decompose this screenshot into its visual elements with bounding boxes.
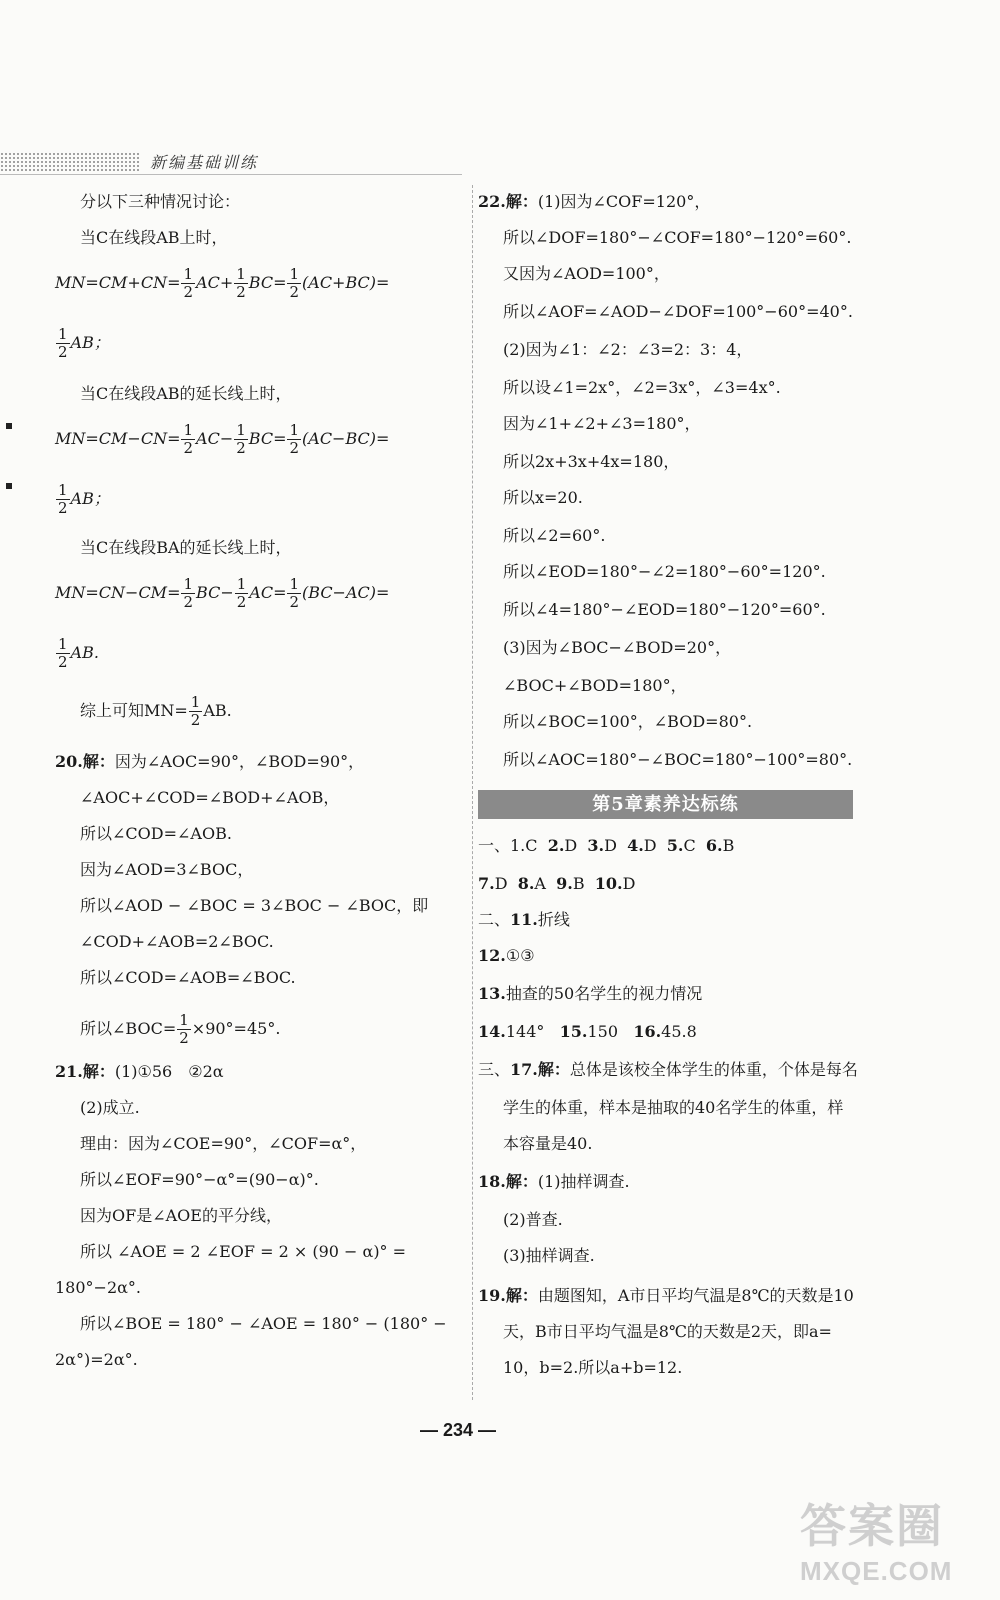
answer-line: 14.144° 15.150 16.45.8: [478, 1022, 697, 1041]
fraction: $\frac{1}{2}$: [58, 635, 68, 671]
fraction: $\frac{1}{2}$: [183, 575, 194, 611]
equation-line: 综上可知MN= $\frac{1}{2}$ AB.: [80, 693, 232, 729]
text-line: ∠AOC+∠COD=∠BOD+∠AOB，: [80, 788, 340, 807]
header-decoration: [0, 152, 140, 172]
text-line: 10，b=2.所以a+b=12.: [503, 1358, 683, 1377]
header-rule: [0, 174, 462, 175]
text-line: (3)抽样调查.: [503, 1246, 595, 1265]
equation-line: MN=CN−CM= $\frac{1}{2}$ BC− $\frac{1}{2}$ AC= $\frac{1}{2}$ (BC−AC)=: [55, 575, 390, 611]
fraction: $\frac{1}{2}$: [236, 421, 246, 457]
text-line: (2)普查.: [503, 1210, 563, 1229]
text-line: 所以∠2=60°.: [503, 526, 606, 545]
question-19: 19.解：由题图知，A市日平均气温是8℃的天数是10: [478, 1286, 854, 1305]
fraction: $\frac{1}{2}$: [183, 265, 194, 301]
answer-line: 13.抽查的50名学生的视力情况: [478, 984, 703, 1003]
fraction: $\frac{1}{2}$: [183, 421, 194, 457]
text-line: 所以∠DOF=180°−∠COF=180°−120°=60°.: [503, 228, 852, 247]
question-18: 18.解：(1)抽样调查.: [478, 1172, 630, 1191]
question-17: 三、17.解：总体是该校全体学生的体重，个体是每名: [478, 1060, 858, 1079]
section-title: 第5章素养达标练: [478, 790, 853, 819]
text-line: 所以 ∠AOE = 2 ∠EOF = 2 × (90 − α)° =: [80, 1242, 407, 1261]
question-20: 20.解：因为∠AOC=90°，∠BOD=90°，: [55, 752, 365, 771]
fraction: $\frac{1}{2}$: [236, 575, 247, 611]
margin-mark: [6, 423, 12, 429]
question-21: 21.解：(1)①56 ②2α: [55, 1062, 224, 1081]
text-line: 当C在线段AB上时，: [80, 228, 228, 247]
text-line: ∠COD+∠AOB=2∠BOC.: [80, 932, 274, 951]
watermark-url: MXQE.COM: [800, 1556, 953, 1586]
fraction: $\frac{1}{2}$: [190, 693, 201, 729]
question-22: 22.解：(1)因为∠COF=120°，: [478, 192, 711, 211]
text-line: 所以∠COD=∠AOB=∠BOC.: [80, 968, 296, 987]
equation-line: $\frac{1}{2}$ AB；: [58, 481, 110, 517]
text-line: (3)因为∠BOC−∠BOD=20°，: [503, 638, 732, 657]
text-line: 理由：因为∠COE=90°，∠COF=α°，: [80, 1134, 367, 1153]
answer-line: 一、1.C 2.D 3.D 4.D 5.C 6.B: [478, 836, 735, 855]
text-line: 所以∠AOF=∠AOD−∠DOF=100°−60°=40°.: [503, 302, 853, 321]
text-line: 所以∠COD=∠AOB.: [80, 824, 232, 843]
text-line: 学生的体重，样本是抽取的40名学生的体重，样: [503, 1098, 844, 1117]
text-line: 所以2x+3x+4x=180，: [503, 452, 680, 471]
fraction: $\frac{1}{2}$: [58, 481, 68, 517]
text-line: 所以∠EOF=90°−α°=(90−α)°.: [80, 1170, 319, 1189]
equation-line: MN=CM+CN= $\frac{1}{2}$ AC+ $\frac{1}{2}$ BC= $\frac{1}{2}$ (AC+BC)=: [55, 265, 390, 301]
text-line: 因为OF是∠AOE的平分线，: [80, 1206, 282, 1225]
text-line: 所以∠AOC=180°−∠BOC=180°−100°=80°.: [503, 750, 853, 769]
text-line: 所以∠EOD=180°−∠2=180°−60°=120°.: [503, 562, 826, 581]
equation-line: $\frac{1}{2}$ AB.: [58, 635, 99, 671]
margin-mark: [6, 483, 12, 489]
text-line: 所以∠BOC=100°，∠BOD=80°.: [503, 712, 753, 731]
text-line: ∠BOC+∠BOD=180°，: [503, 676, 687, 695]
text-line: 又因为∠AOD=100°，: [503, 264, 670, 283]
text-line: 所以设∠1=2x°，∠2=3x°，∠3=4x°.: [503, 378, 781, 397]
text-line: 所以x=20.: [503, 488, 583, 507]
text-line: (2)因为∠1：∠2：∠3=2：3：4，: [503, 340, 753, 359]
text-line: 分以下三种情况讨论：: [80, 192, 241, 211]
text-line: 天，B市日平均气温是8℃的天数是2天，即a=: [503, 1322, 832, 1341]
fraction: $\frac{1}{2}$: [289, 575, 300, 611]
answer-line: 12.①③: [478, 946, 535, 965]
text-line: 所以∠AOD − ∠BOC = 3∠BOC − ∠BOC，即: [80, 896, 429, 915]
text-line: 2α°)=2α°.: [55, 1350, 138, 1369]
text-line: (2)成立.: [80, 1098, 140, 1117]
column-divider: [472, 185, 473, 1400]
text-line: 所以∠BOE = 180° − ∠AOE = 180° − (180° −: [80, 1314, 447, 1333]
fraction: $\frac{1}{2}$: [289, 421, 300, 457]
equation-line: 所以∠BOC= $\frac{1}{2}$ ×90°=45°.: [80, 1011, 281, 1047]
watermark: [800, 1490, 980, 1590]
text-line: 本容量是40.: [503, 1134, 593, 1153]
text-line: 因为∠AOD=3∠BOC，: [80, 860, 254, 879]
equation-line: $\frac{1}{2}$ AB；: [58, 325, 110, 361]
answer-line: 7.D 8.A 9.B 10.D: [478, 874, 636, 893]
watermark-logo: 答案圈: [800, 1500, 944, 1552]
fraction: $\frac{1}{2}$: [289, 265, 300, 301]
header-title: 新编基础训练: [150, 153, 259, 172]
page-number: — 234 —: [420, 1420, 497, 1440]
text-line: 180°−2α°.: [55, 1278, 142, 1297]
equation-line: MN=CM−CN= $\frac{1}{2}$ AC− $\frac{1}{2}$ BC= $\frac{1}{2}$ (AC−BC)=: [55, 421, 390, 457]
fraction: $\frac{1}{2}$: [179, 1011, 189, 1047]
answer-line: 二、11.折线: [478, 910, 570, 929]
fraction: $\frac{1}{2}$: [58, 325, 68, 361]
text-line: 当C在线段BA的延长线上时，: [80, 538, 292, 557]
text-line: 所以∠4=180°−∠EOD=180°−120°=60°.: [503, 600, 826, 619]
text-line: 当C在线段AB的延长线上时，: [80, 384, 292, 403]
fraction: $\frac{1}{2}$: [236, 265, 246, 301]
text-line: 因为∠1+∠2+∠3=180°，: [503, 414, 701, 433]
